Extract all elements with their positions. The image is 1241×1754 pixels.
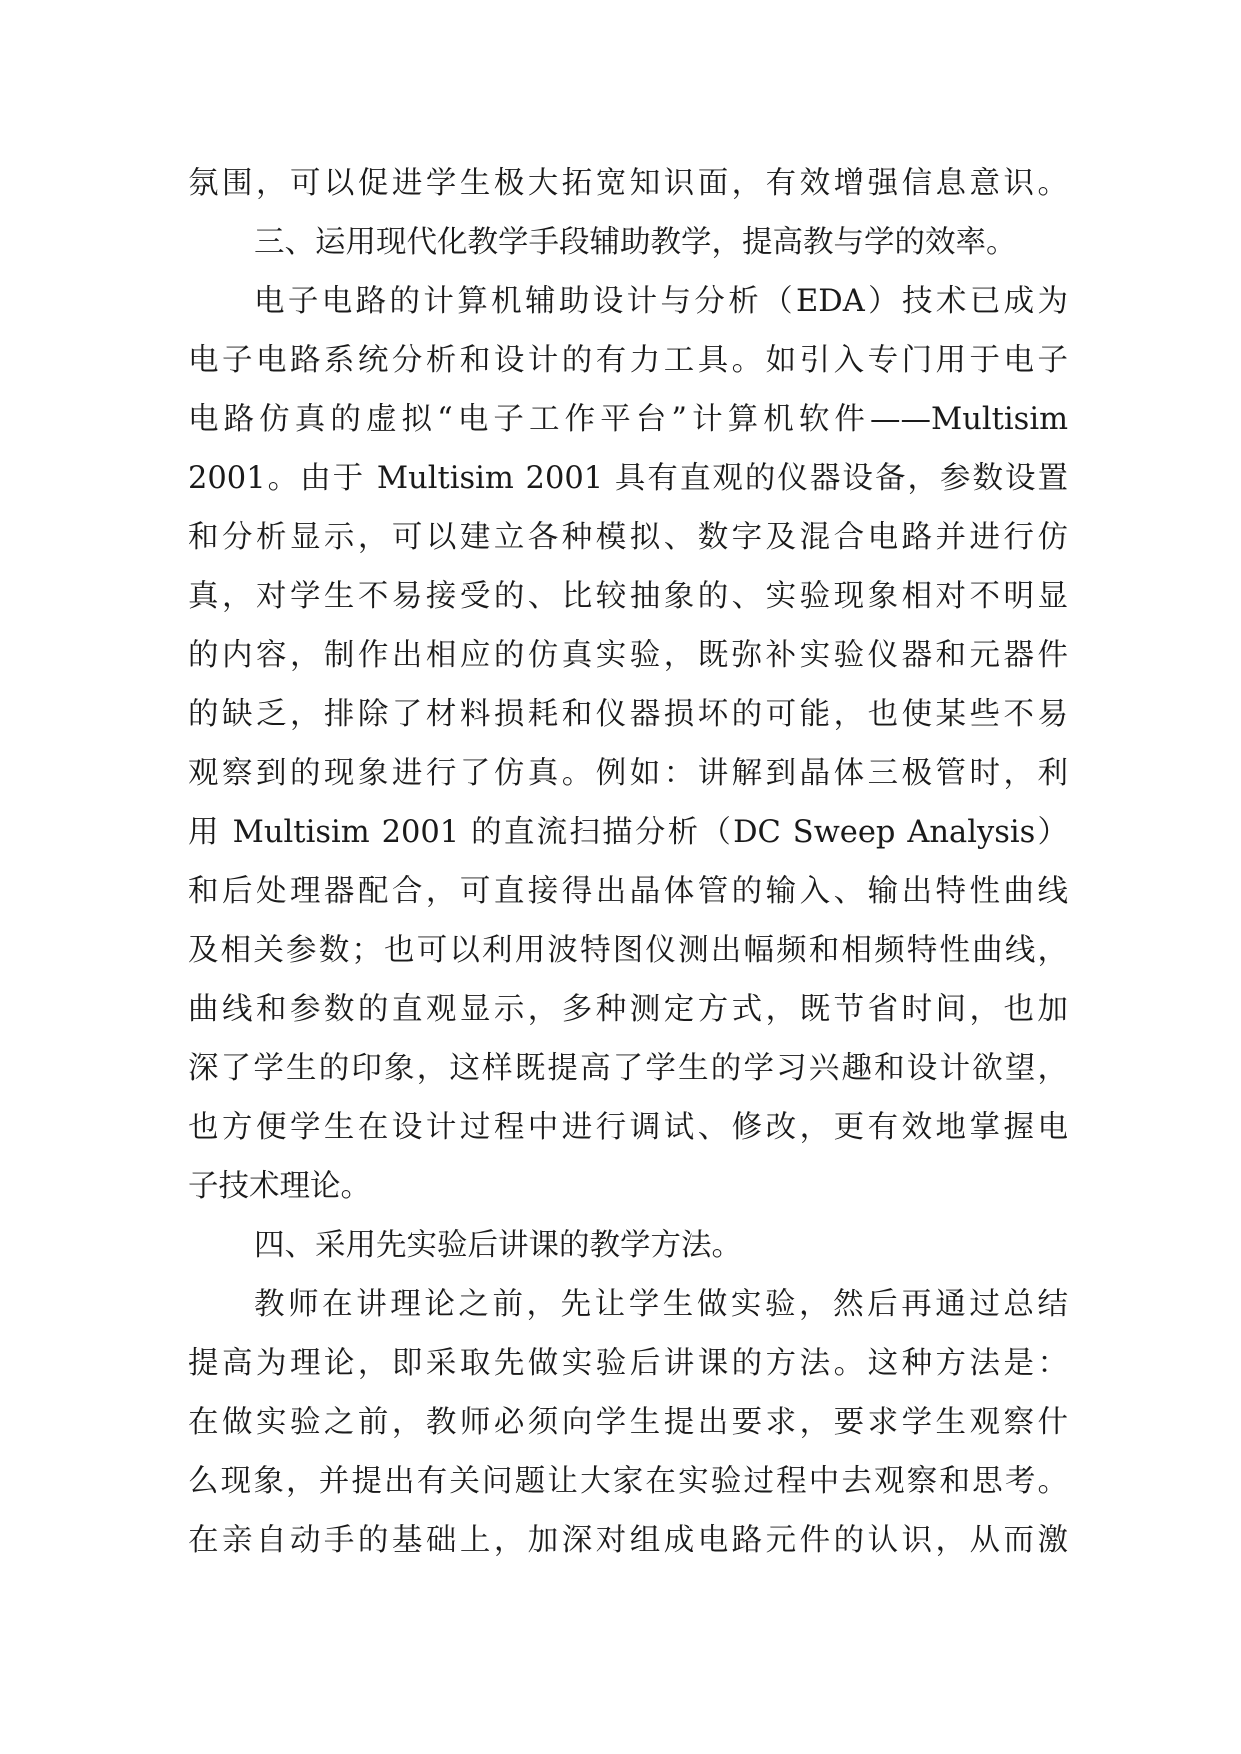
text-line: 和后处理器配合，可直接得出晶体管的输入、输出特性曲线: [188, 874, 1068, 909]
text-line: 提高为理论，即采取先做实验后讲课的方法。这种方法是：: [188, 1346, 1068, 1381]
text-line: 真，对学生不易接受的、比较抽象的、实验现象相对不明显: [188, 579, 1068, 614]
text-line: 深了学生的印象，这样既提高了学生的学习兴趣和设计欲望，: [188, 1051, 1068, 1086]
text-line: 教师在讲理论之前，先让学生做实验，然后再通过总结: [254, 1287, 1068, 1322]
text-line: 氛围，可以促进学生极大拓宽知识面，有效增强信息意识。: [188, 166, 1068, 201]
text-line: 2001。由于 Multisim 2001 具有直观的仪器设备，参数设置: [188, 461, 1068, 496]
text-line: 电子电路系统分析和设计的有力工具。如引入专门用于电子: [188, 343, 1068, 378]
text-line: 在做实验之前，教师必须向学生提出要求，要求学生观察什: [188, 1405, 1068, 1440]
text-line: 及相关参数；也可以利用波特图仪测出幅频和相频特性曲线，: [188, 933, 1068, 968]
text-line: 么现象，并提出有关问题让大家在实验过程中去观察和思考。: [188, 1464, 1068, 1499]
text-line: 在亲自动手的基础上，加深对组成电路元件的认识，从而激: [188, 1523, 1068, 1558]
text-line: 电子电路的计算机辅助设计与分析（EDA）技术已成为: [254, 284, 1068, 319]
text-line: 四、采用先实验后讲课的教学方法。: [254, 1228, 742, 1263]
text-line: 三、运用现代化教学手段辅助教学，提高教与学的效率。: [254, 225, 1017, 260]
text-line: 曲线和参数的直观显示，多种测定方式，既节省时间，也加: [188, 992, 1068, 1027]
text-line: 用 Multisim 2001 的直流扫描分析（DC Sweep Analysis）: [188, 815, 1068, 850]
document-body: [188, 154, 1068, 1570]
text-line: 也方便学生在设计过程中进行调试、修改，更有效地掌握电: [188, 1110, 1068, 1145]
text-line: 电路仿真的虚拟“电子工作平台”计算机软件——Multisim: [188, 402, 1068, 437]
text-line: 观察到的现象进行了仿真。例如：讲解到晶体三极管时，利: [188, 756, 1068, 791]
text-line: 的缺乏，排除了材料损耗和仪器损坏的可能，也使某些不易: [188, 697, 1068, 732]
text-line: 的内容，制作出相应的仿真实验，既弥补实验仪器和元器件: [188, 638, 1068, 673]
text-line: 子技术理论。: [188, 1169, 371, 1204]
text-line: 和分析显示，可以建立各种模拟、数字及混合电路并进行仿: [188, 520, 1068, 555]
